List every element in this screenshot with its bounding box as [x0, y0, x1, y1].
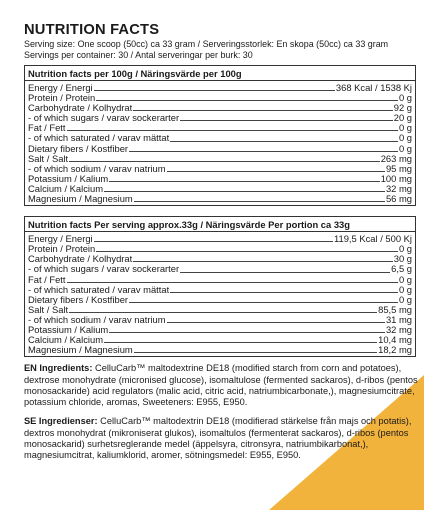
nutrient-row — [25, 144, 416, 154]
leader-line — [104, 190, 385, 192]
nutrient-row — [25, 194, 416, 206]
ingredients-en-label: EN Ingredients: — [24, 363, 93, 375]
leader-line — [109, 180, 379, 182]
leader-line — [167, 321, 385, 323]
per-100g-header: Nutrition facts per 100g / Näringsvärde per 100g — [25, 66, 416, 81]
nutrient-label: Fat / Fett — [28, 122, 66, 134]
nutrition-table-per-100g — [24, 65, 416, 206]
nutrient-value: 95 mg — [385, 162, 412, 174]
nutrient-label: Carbohydrate / Kolhydrat — [28, 253, 133, 265]
nutrient-label: Salt / Salt — [28, 303, 69, 315]
nutrient-label: Carbohydrate / Kolhydrat — [28, 102, 133, 114]
nutrient-value: 0 g — [398, 283, 412, 295]
nutrient-label: Protein / Protein — [28, 243, 96, 255]
leader-line — [104, 341, 377, 343]
leader-line — [180, 271, 390, 273]
nutrient-label: Calcium / Kalcium — [28, 182, 104, 194]
nutrient-value: 0 g — [398, 132, 412, 144]
nutrient-value: 368 Kcal / 1538 Kj — [335, 82, 412, 93]
nutrient-label: Energy / Energi — [28, 233, 93, 245]
nutrient-value: 10,4 mg — [378, 334, 412, 346]
nutrient-label: Protein / Protein — [28, 92, 96, 104]
leader-line — [129, 301, 398, 303]
nutrient-value: 32 mg — [385, 323, 412, 335]
nutrient-label: Dietary fibers / Kostfiber — [28, 293, 129, 305]
nutrient-label: Calcium / Kalcium — [28, 334, 104, 346]
nutrition-label — [24, 22, 416, 462]
nutrient-value: 100 mg — [380, 172, 412, 184]
leader-line — [67, 129, 398, 131]
leader-line — [167, 170, 385, 172]
leader-line — [134, 200, 385, 202]
nutrient-value: 92 g — [393, 102, 412, 114]
leader-line — [96, 99, 398, 101]
nutrient-value: 0 g — [398, 122, 412, 134]
leader-line — [67, 281, 398, 283]
leader-line — [69, 160, 380, 162]
servings-per-container: Servings per container: 30 / Antal serveringar per burk: 30 — [24, 50, 253, 60]
nutrient-value: 0 g — [398, 142, 412, 154]
nutrient-label: - of which saturated / varav mättat — [28, 283, 170, 295]
nutrient-label: - of which sugars / varav sockerarter — [28, 263, 180, 275]
nutrient-value: 32 mg — [385, 182, 412, 194]
nutrient-value: 30 g — [393, 253, 412, 265]
nutrition-table-per-serving — [24, 216, 416, 357]
nutrient-label: Magnesium / Magnesium — [28, 193, 133, 205]
nutrient-value: 0 g — [398, 92, 412, 104]
nutrient-value: 119,5 Kcal / 500 Kj — [333, 233, 412, 245]
ingredients-se-label: SE Ingredienser: — [24, 416, 98, 428]
label-title: NUTRITION FACTS — [24, 21, 160, 38]
leader-line — [94, 89, 335, 91]
per-serving-header: Nutrition facts Per serving approx.33g / Näringsvärde Per portion ca 33g — [25, 217, 416, 232]
leader-line — [133, 109, 393, 111]
nutrient-label: - of which sugars / varav sockerarter — [28, 112, 180, 124]
nutrient-value: 6,5 g — [391, 263, 412, 275]
nutrient-row — [25, 113, 416, 123]
leader-line — [94, 240, 333, 242]
serving-size: Serving size: One scoop (50cc) ca 33 gram / Serveringsstorlek: En skopa (50cc) ca 33 gram — [24, 39, 389, 49]
leader-line — [129, 150, 398, 152]
nutrient-value: 0 g — [398, 273, 412, 285]
nutrient-label: - of which sodium / varav natrium — [28, 162, 166, 174]
nutrient-label: Dietary fibers / Kostfiber — [28, 142, 129, 154]
leader-line — [170, 140, 398, 142]
leader-line — [180, 119, 393, 121]
nutrient-value: 263 mg — [380, 152, 412, 164]
nutrient-value: 0 g — [398, 243, 412, 255]
nutrient-row — [25, 264, 416, 274]
leader-line — [69, 311, 377, 313]
leader-line — [133, 260, 393, 262]
nutrient-value: 18,2 mg — [378, 344, 412, 356]
ingredients-en — [24, 363, 420, 408]
nutrient-label: Magnesium / Magnesium — [28, 344, 133, 356]
nutrient-value: 56 mg — [385, 193, 412, 205]
nutrient-label: Potassium / Kalium — [28, 172, 109, 184]
nutrient-row — [25, 295, 416, 305]
nutrient-value: 20 g — [393, 112, 412, 124]
nutrient-label: Energy / Energi — [28, 82, 93, 93]
nutrient-label: - of which sodium / varav natrium — [28, 313, 166, 325]
nutrient-label: - of which saturated / varav mättat — [28, 132, 170, 144]
nutrient-value: 31 mg — [385, 313, 412, 325]
nutrient-label: Fat / Fett — [28, 273, 66, 285]
ingredients-se-text: CelluCarb™ maltodextrin DE18 (modifierad stärkelse från majs och potatis), dextros monohydrat (mikroniserat glukos), isomaltulos (fermenterat sackaros), d-ribos (pentos monosackarid) surhetsreglerande medel (äppelsyra, citronsyra, natriumbikarbonat,), magnesiumcitrat, kaliumklorid, aromer, sötningsmedel: E955, E950. — [24, 416, 412, 462]
ingredients-se — [24, 416, 420, 461]
leader-line — [96, 250, 398, 252]
leader-line — [134, 351, 377, 353]
nutrient-value: 85,5 mg — [378, 303, 412, 315]
nutrient-label: Salt / Salt — [28, 152, 69, 164]
ingredients-en-text: CelluCarb™ maltodextrine DE18 (modified starch from corn and potatoes), dextrose monohydrate (micronised glucose), isomaltulose (fermented sackaros), d-ribos (pentos monosackaride) acid regulators (malic acid, citric acid, natriumbicarbonate,), magnesiumcitrate, potassium chloride, aromas, Sweeteners: E955, E950. — [24, 363, 418, 409]
nutrient-label: Potassium / Kalium — [28, 323, 109, 335]
nutrient-value: 0 g — [398, 293, 412, 305]
leader-line — [170, 291, 398, 293]
nutrient-row — [25, 345, 416, 357]
leader-line — [109, 331, 385, 333]
